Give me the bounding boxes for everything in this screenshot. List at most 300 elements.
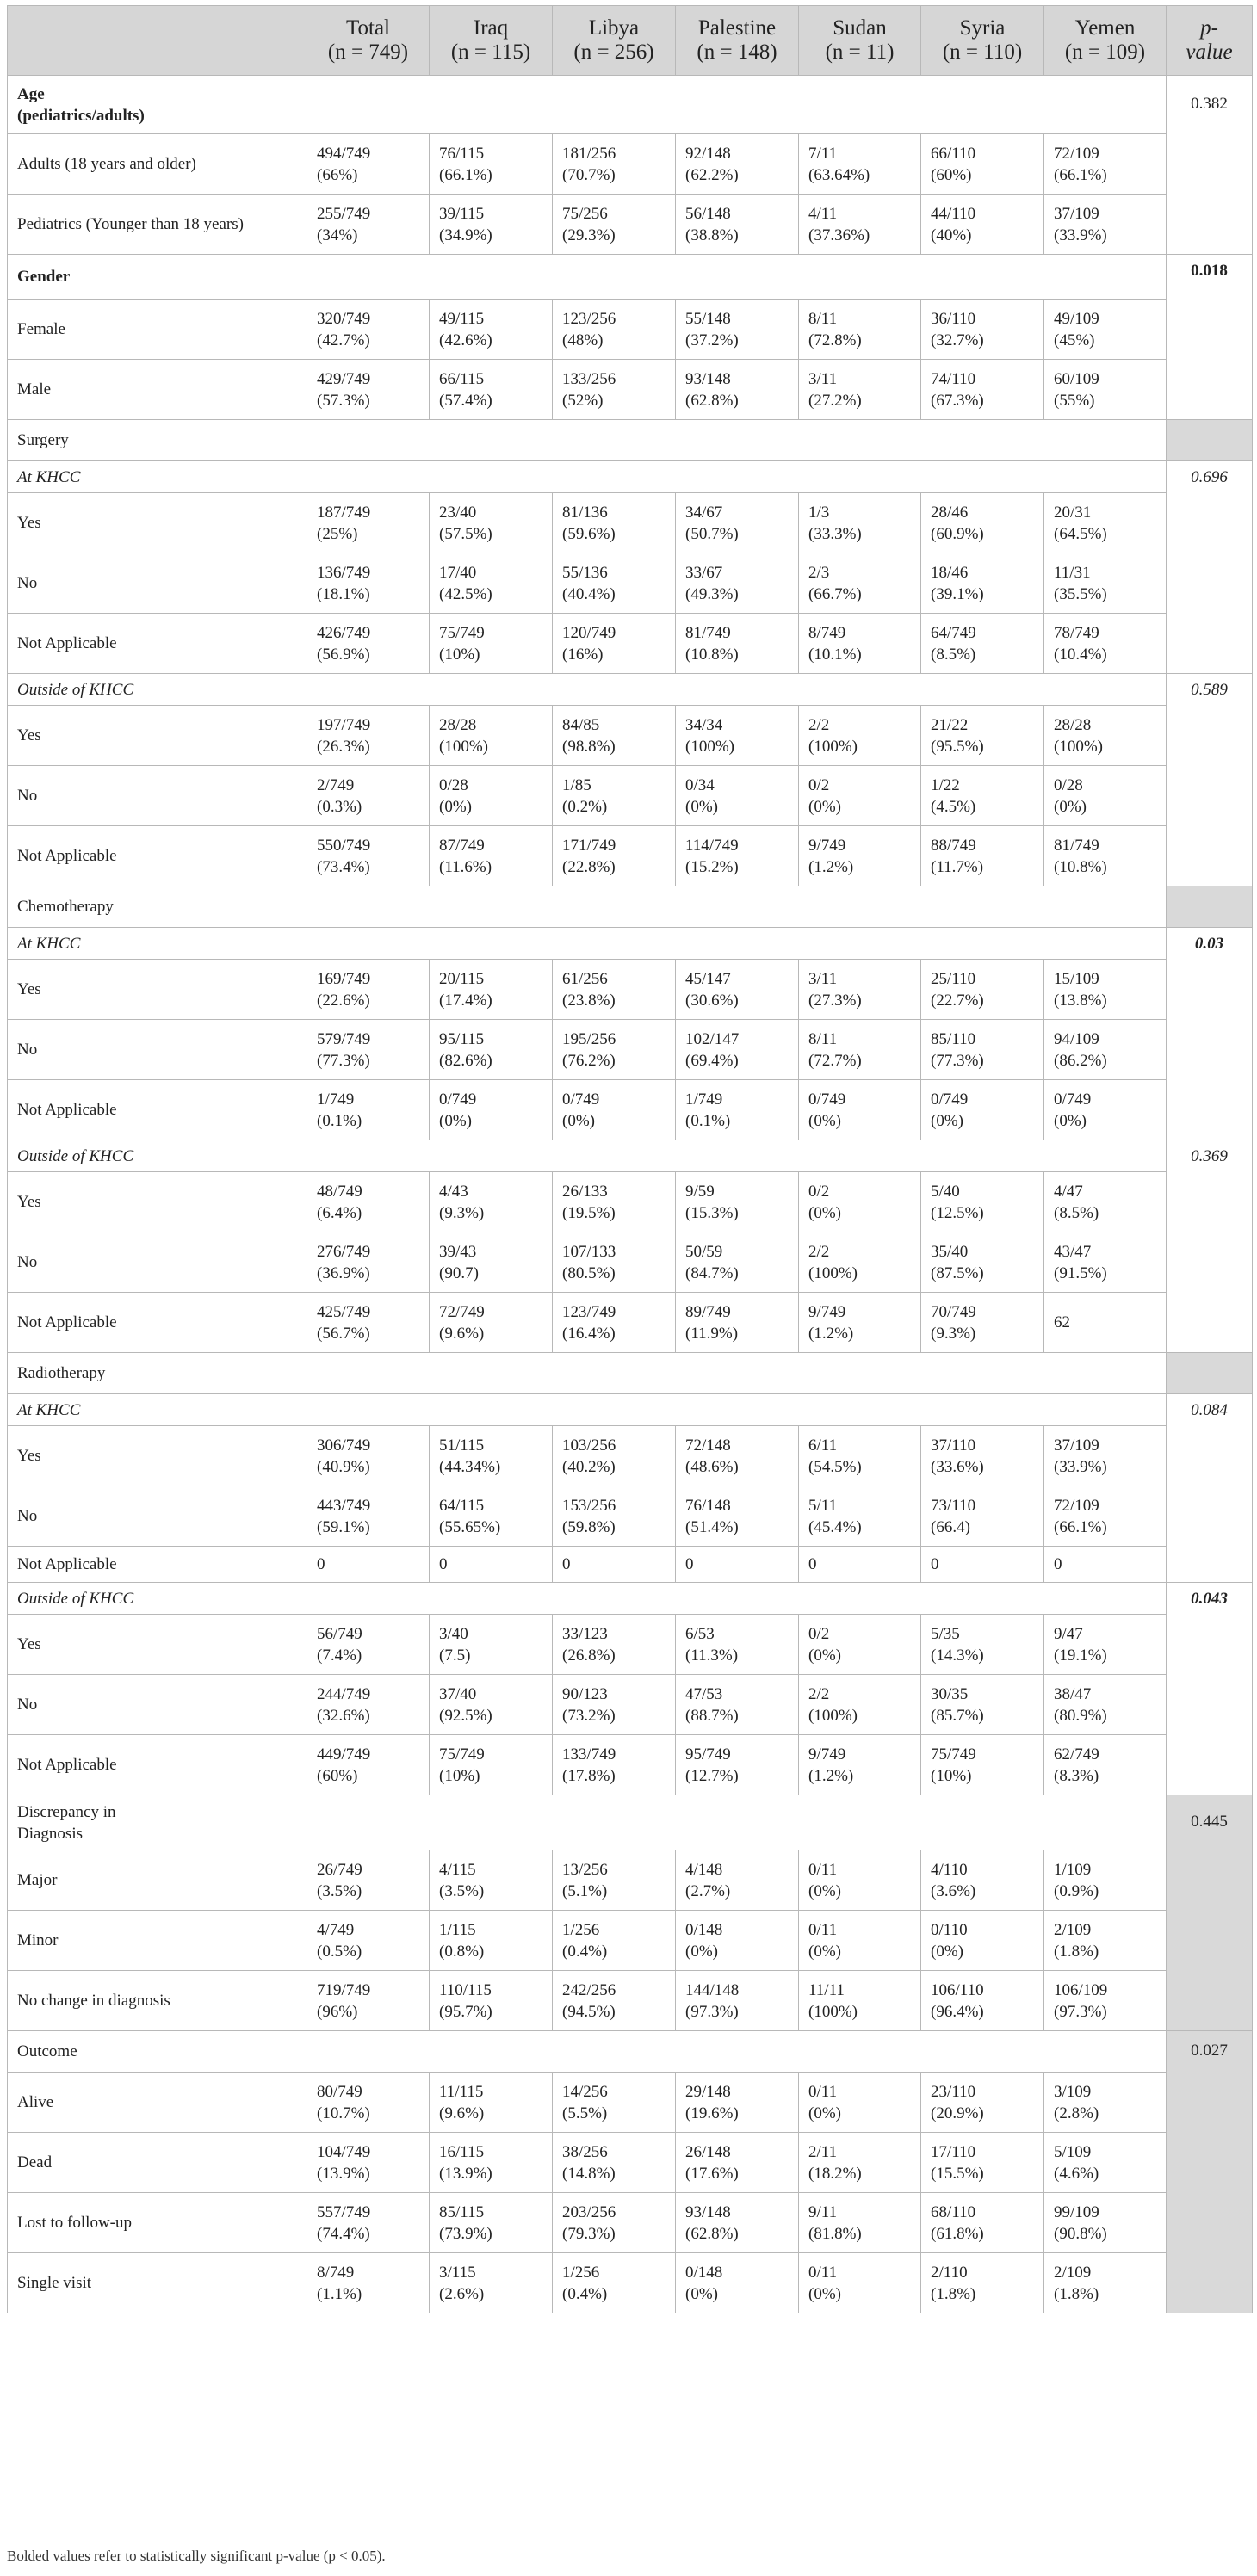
cell-percent: (42.7%) [317,330,370,349]
table-cell [430,195,553,255]
table-cell [676,1911,799,1971]
cell-percent: (92.5%) [439,1706,492,1725]
cell-count: 76/115 [439,144,485,163]
header-line-1: p- [1200,16,1218,40]
table-row [8,614,1253,674]
cell-count: 120/749 [562,623,616,642]
cell-percent: (40.2%) [562,1457,616,1476]
cell-count: 80/749 [317,2082,362,2101]
p-value-cell [1167,1394,1253,1583]
subgroup-row [8,1394,1253,1426]
header-column [676,6,799,76]
cell-count: 87/749 [439,836,485,855]
cell-count: 4/43 [439,1182,468,1201]
row-label-text: Yes [17,514,41,532]
table-cell [1044,1426,1167,1486]
cell-percent: (11.9%) [685,1324,739,1343]
cell-percent: (55.65%) [439,1517,501,1536]
cell-percent: (82.6%) [439,1051,492,1070]
cell-count: 62/749 [1054,1745,1099,1764]
table-cell [676,1675,799,1735]
cell-percent: (52%) [562,391,604,410]
cell-count: 85/115 [439,2202,485,2221]
cell-percent: (0%) [808,797,841,816]
cell-count: 320/749 [317,309,371,328]
cell-percent: (9.3%) [439,1203,485,1222]
row-label [8,420,307,461]
row-label [8,706,307,766]
table-cell [921,195,1044,255]
table-cell [799,1080,921,1140]
table-cell [1044,826,1167,886]
row-label-text: At KHCC [17,1400,81,1419]
row-label-text: Yes [17,1635,41,1653]
cell-count: 90/123 [562,1684,608,1703]
table-cell [430,1293,553,1353]
cell-count: 3/109 [1054,2082,1092,2101]
cell-count: 0/2 [808,1182,830,1201]
cell-percent: (72.7%) [808,1051,862,1070]
row-label [8,2193,307,2253]
cell-count: 4/11 [808,204,838,223]
header-line-1: Total [345,16,390,40]
cell-count: 9/47 [1054,1624,1083,1643]
cell-count: 0 [1054,1555,1062,1573]
cell-percent: (18.1%) [317,584,370,603]
row-label-text: Adults (18 years and older) [17,155,196,173]
p-value-cell [1167,1140,1253,1353]
table-cell [430,553,553,614]
table-cell [307,134,430,195]
table-row [8,1232,1253,1293]
row-label-text: Yes [17,1193,41,1211]
blank-span-cell [307,420,1167,461]
table-cell [921,960,1044,1020]
cell-count: 426/749 [317,623,371,642]
cell-count: 49/115 [439,309,485,328]
table-cell [676,300,799,360]
table-cell [799,134,921,195]
p-value-cell [1167,928,1253,1140]
cell-count: 8/749 [808,623,846,642]
cell-count: 50/59 [685,1242,723,1261]
cell-percent: (66.1%) [1054,1517,1107,1536]
cell-percent: (0.3%) [317,797,362,816]
table-cell [430,1172,553,1232]
cell-count: 25/110 [931,969,976,988]
cell-percent: (10%) [439,645,480,664]
cell-percent: (66%) [317,165,358,184]
cell-percent: (17.6%) [685,2164,739,2183]
cell-percent: (1.8%) [1054,2284,1099,2303]
cell-percent: (6.4%) [317,1203,362,1222]
table-cell [799,1971,921,2031]
header-line-2: (n = 11) [825,40,895,64]
cell-count: 95/115 [439,1029,485,1048]
table-cell [430,493,553,553]
table-cell [553,1426,676,1486]
cell-percent: (0%) [808,1942,841,1961]
table-cell [307,1426,430,1486]
table-cell [676,826,799,886]
cell-percent: (19.6%) [685,2103,739,2122]
table-cell [430,614,553,674]
row-label-text: No [17,574,38,592]
cell-count: 92/148 [685,144,731,163]
cell-count: 38/256 [562,2142,608,2161]
cell-count: 35/40 [931,1242,969,1261]
cell-percent: (86.2%) [1054,1051,1107,1070]
cell-count: 70/749 [931,1302,976,1321]
table-cell [921,1486,1044,1547]
cell-percent: (66.1%) [1054,165,1107,184]
table-cell [307,1911,430,1971]
cell-count: 0/2 [808,775,830,794]
table-cell [307,1547,430,1583]
table-cell [553,960,676,1020]
table-row [8,1615,1253,1675]
cell-percent: (13.9%) [317,2164,370,2183]
table-cell [799,2253,921,2313]
cell-percent: (72.8%) [808,330,862,349]
cell-percent: (2.6%) [439,2284,485,2303]
cell-percent: (11.6%) [439,857,492,876]
table-cell [430,2133,553,2193]
row-label-text: Outcome [17,2042,77,2060]
table-cell [430,1486,553,1547]
cell-count: 1/749 [685,1090,723,1109]
row-label [8,1735,307,1795]
row-label [8,1583,307,1615]
table-cell [921,2133,1044,2193]
row-label-text: Not Applicable [17,1555,117,1573]
table-cell [1044,1232,1167,1293]
cell-percent: (57.3%) [317,391,370,410]
table-cell [307,614,430,674]
cell-percent: (66.4) [931,1517,970,1536]
cell-percent: (16%) [562,645,604,664]
cell-count: 78/749 [1054,623,1099,642]
table-cell [430,1850,553,1911]
row-label-text: Pediatrics (Younger than 18 years) [17,215,244,233]
table-cell [307,1172,430,1232]
table-cell [921,553,1044,614]
subgroup-row [8,1583,1253,1615]
table-cell [430,2073,553,2133]
cell-count: 4/115 [439,1860,476,1879]
header-line-2: (n = 115) [450,40,531,64]
cell-count: 136/749 [317,563,371,582]
table-row [8,1486,1253,1547]
header-line-1: Palestine [697,16,777,40]
cell-percent: (97.3%) [1054,2002,1107,2021]
cell-percent: (90.7) [439,1263,479,1282]
table-cell [676,1850,799,1911]
row-label-text: At KHCC [17,934,81,953]
cell-count: 88/749 [931,836,976,855]
cell-count: 39/115 [439,204,485,223]
cell-percent: (22.8%) [562,857,616,876]
table-cell [553,1172,676,1232]
cell-count: 95/749 [685,1745,731,1764]
table-cell [921,1971,1044,2031]
table-cell [676,1426,799,1486]
cell-count: 0/749 [808,1090,846,1109]
cell-percent: (57.4%) [439,391,492,410]
cell-count: 9/749 [808,1745,846,1764]
table-cell [307,826,430,886]
table-cell [676,1172,799,1232]
table-cell [1044,2253,1167,2313]
table-cell [921,493,1044,553]
header-column [1044,6,1167,76]
cell-percent: (0.8%) [439,1942,485,1961]
header-line-2: value [1186,40,1233,64]
cell-count: 37/110 [931,1436,976,1455]
table-cell [553,1850,676,1911]
table-cell [676,706,799,766]
row-label [8,1850,307,1911]
table-cell [307,300,430,360]
table-cell [553,1486,676,1547]
cell-percent: (11.7%) [931,857,984,876]
row-label-text: Age [17,84,45,103]
row-label-text: Yes [17,1447,41,1465]
cell-count: 49/109 [1054,309,1099,328]
cell-count: 449/749 [317,1745,371,1764]
cell-percent: (15.2%) [685,857,739,876]
header-line-1: Libya [588,16,640,40]
cell-count: 1/109 [1054,1860,1092,1879]
cell-count: 44/110 [931,204,976,223]
table-cell [799,1850,921,1911]
cell-percent: (100%) [439,737,488,756]
cell-percent: (80.9%) [1054,1706,1107,1725]
row-label [8,360,307,420]
cell-count: 195/256 [562,1029,616,1048]
row-label-text: Surgery [17,431,69,449]
table-cell [799,553,921,614]
cell-count: 0 [931,1555,939,1573]
cell-percent: (80.5%) [562,1263,616,1282]
cell-count: 719/749 [317,1980,371,1999]
cell-percent: (91.5%) [1054,1263,1107,1282]
table-row [8,1172,1253,1232]
cell-percent: (90.8%) [1054,2224,1107,2243]
cell-count: 61/256 [562,969,608,988]
cell-count: 36/110 [931,309,976,328]
cell-count: 203/256 [562,2202,616,2221]
p-value-cell [1167,420,1253,461]
row-label [8,766,307,826]
row-label [8,1394,307,1426]
cell-count: 106/110 [931,1980,984,1999]
table-cell [921,826,1044,886]
cell-percent: (51.4%) [685,1517,739,1536]
cell-percent: (0%) [562,1111,595,1130]
table-cell [676,360,799,420]
row-label [8,461,307,493]
table-cell [553,2193,676,2253]
cell-count: 6/53 [685,1624,715,1643]
cell-count: 0/749 [931,1090,969,1109]
cell-percent: (0%) [808,2284,841,2303]
table-cell [799,2073,921,2133]
table-cell [430,2253,553,2313]
cell-count: 28/46 [931,503,969,522]
cell-percent: (94.5%) [562,2002,616,2021]
row-label-text: Outside of KHCC [17,680,134,699]
cell-count: 5/109 [1054,2142,1092,2161]
cell-percent: (0.4%) [562,2284,608,2303]
cell-count: 81/749 [1054,836,1099,855]
table-cell [553,1971,676,2031]
cell-count: 114/749 [685,836,739,855]
table-cell [1044,766,1167,826]
subgroup-row [8,674,1253,706]
row-label [8,1675,307,1735]
cell-percent: (100%) [808,1263,858,1282]
table-cell [676,553,799,614]
cell-percent: (88.7%) [685,1706,739,1725]
row-label [8,553,307,614]
table-row [8,1735,1253,1795]
table-cell [430,1080,553,1140]
table-cell [676,493,799,553]
cell-count: 133/749 [562,1745,616,1764]
row-label [8,1547,307,1583]
cell-count: 3/11 [808,969,838,988]
cell-percent: (0%) [685,797,718,816]
table-cell [430,1735,553,1795]
table-cell [799,1911,921,1971]
row-label [8,1486,307,1547]
cell-percent: (14.3%) [931,1646,984,1665]
table-cell [1044,553,1167,614]
table-row [8,1020,1253,1080]
cell-count: 443/749 [317,1496,371,1515]
cell-percent: (0%) [685,2284,718,2303]
cell-count: 9/59 [685,1182,715,1201]
cell-count: 3/40 [439,1624,468,1643]
cell-count: 66/110 [931,144,976,163]
cell-count: 48/749 [317,1182,362,1201]
row-label [8,674,307,706]
cell-count: 103/256 [562,1436,616,1455]
table-cell [307,960,430,1020]
row-label-text-2: Diagnosis [17,1824,83,1843]
cell-percent: (4.6%) [1054,2164,1099,2183]
row-label [8,134,307,195]
cell-percent: (77.3%) [931,1051,984,1070]
table-cell [307,1232,430,1293]
cell-count: 2/110 [931,2263,968,2282]
table-cell [430,2193,553,2253]
row-label [8,1615,307,1675]
header-column [307,6,430,76]
table-cell [921,1735,1044,1795]
cell-count: 557/749 [317,2202,371,2221]
cell-percent: (38.8%) [685,225,739,244]
cell-count: 1/256 [562,2263,600,2282]
section-row [8,886,1253,928]
table-cell [1044,1735,1167,1795]
cell-percent: (26.8%) [562,1646,616,1665]
cell-percent: (8.5%) [931,645,976,664]
cell-count: 3/11 [808,369,838,388]
table-cell [676,2253,799,2313]
table-cell [1044,960,1167,1020]
table-row [8,1911,1253,1971]
cell-count: 9/749 [808,836,846,855]
table-cell [799,826,921,886]
cell-count: 8/11 [808,309,838,328]
cell-percent: (100%) [1054,737,1103,756]
cell-percent: (34%) [317,225,358,244]
row-label [8,1140,307,1172]
table-cell [307,1615,430,1675]
section-row [8,420,1253,461]
table-cell [799,1426,921,1486]
table-row [8,493,1253,553]
cell-count: 171/749 [562,836,616,855]
table-row [8,826,1253,886]
cell-percent: (44.34%) [439,1457,501,1476]
cell-count: 1/115 [439,1920,476,1939]
cell-percent: (0.5%) [317,1942,362,1961]
cell-percent: (100%) [808,737,858,756]
table-row [8,1080,1253,1140]
cell-count: 0/11 [808,1860,838,1879]
cell-percent: (98.8%) [562,737,616,756]
cell-count: 47/53 [685,1684,723,1703]
cell-percent: (33.6%) [931,1457,984,1476]
cell-count: 45/147 [685,969,731,988]
cell-percent: (14.8%) [562,2164,616,2183]
table-cell [676,195,799,255]
cell-percent: (40.4%) [562,584,616,603]
header-p-value [1167,6,1253,76]
blank-span-cell [307,1583,1167,1615]
cell-percent: (45%) [1054,330,1095,349]
row-label-text: Dead [17,2153,53,2171]
row-label [8,1353,307,1394]
table-cell [921,614,1044,674]
cell-percent: (0%) [808,1881,841,1900]
table-cell [430,766,553,826]
cell-count: 74/110 [931,369,976,388]
table-cell [307,1971,430,2031]
table-row [8,1293,1253,1353]
cell-count: 5/11 [808,1496,838,1515]
table-cell [921,1911,1044,1971]
cell-percent: (19.1%) [1054,1646,1107,1665]
table-cell [553,134,676,195]
cell-percent: (1.8%) [1054,1942,1099,1961]
cell-percent: (0%) [1054,1111,1087,1130]
row-label [8,493,307,553]
cell-count: 99/109 [1054,2202,1099,2221]
cell-count: 89/749 [685,1302,731,1321]
header-row [8,6,1253,76]
table-cell [430,1547,553,1583]
subgroup-row [8,461,1253,493]
table-cell [799,706,921,766]
cell-count: 8/749 [317,2263,355,2282]
section-row [8,1353,1253,1394]
cell-count: 0/34 [685,775,715,794]
table-row [8,134,1253,195]
